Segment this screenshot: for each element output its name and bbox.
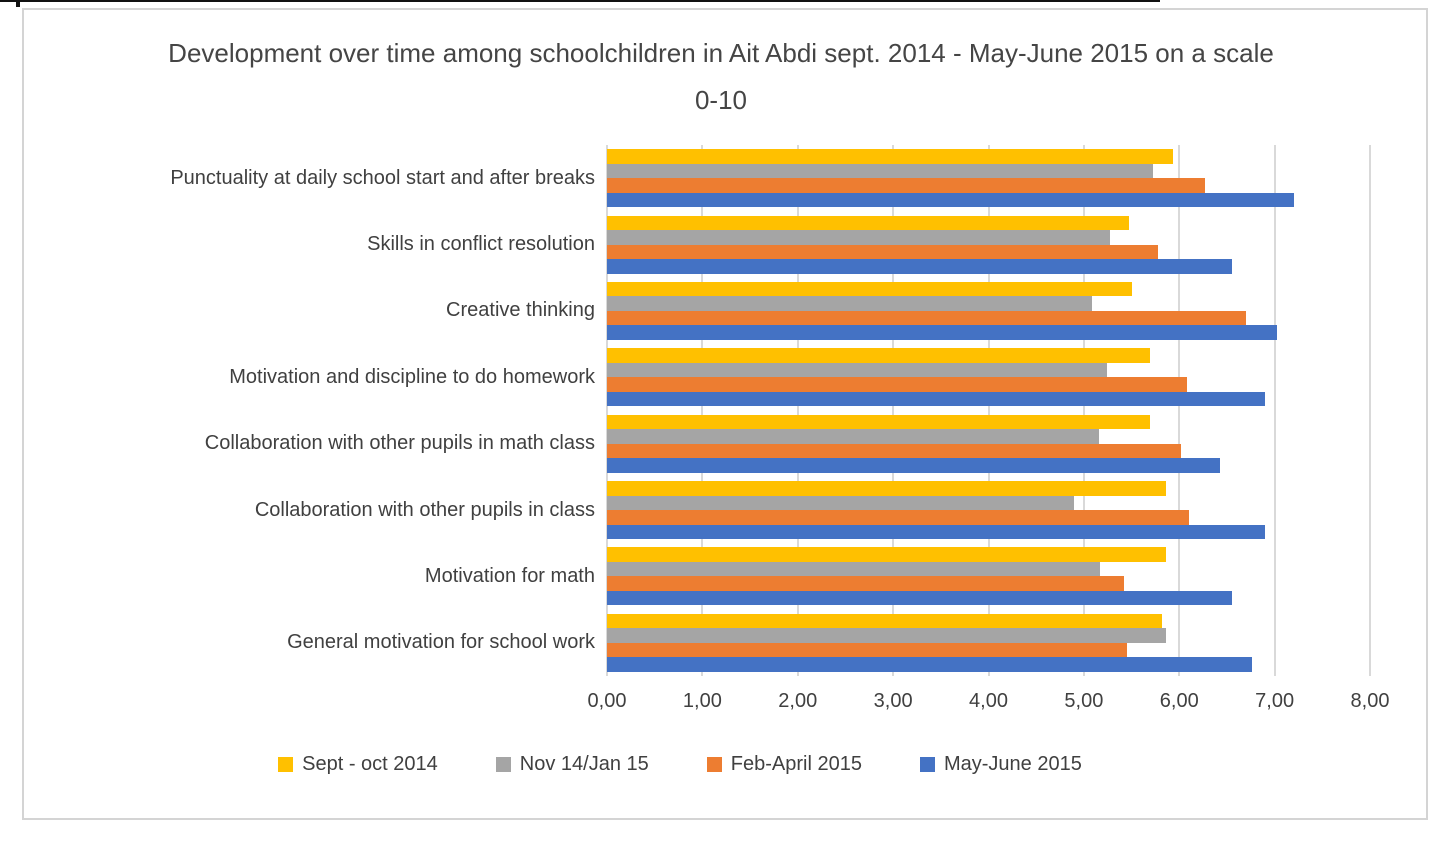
category-row (607, 344, 1370, 410)
x-tick-label: 6,00 (1159, 690, 1199, 712)
bar (607, 149, 1173, 164)
x-tick-label: 7,00 (1255, 690, 1295, 712)
category-row (607, 278, 1370, 344)
bar (607, 481, 1166, 496)
legend-swatch-icon (278, 757, 293, 772)
category-label: Skills in conflict resolution (367, 233, 595, 256)
category-label: Motivation and discipline to do homework (229, 365, 595, 388)
legend-item (707, 753, 862, 776)
legend-item (920, 753, 1082, 776)
legend-label: May-June 2015 (943, 753, 1082, 775)
category-label: Punctuality at daily school start and after breaks (170, 166, 595, 189)
bar (607, 245, 1158, 260)
x-tick-label: 3,00 (873, 690, 913, 712)
legend-item (496, 753, 649, 776)
bar (607, 230, 1110, 245)
bar (607, 415, 1150, 430)
x-tick-label: 8,00 (1350, 690, 1390, 712)
top-left-tick (16, 0, 20, 7)
legend-label: Feb-April 2015 (730, 753, 862, 775)
bar (607, 525, 1265, 540)
legend-label: Sept - oct 2014 (302, 753, 438, 775)
category-row (607, 145, 1370, 211)
bar (607, 282, 1132, 297)
legend-swatch-icon (496, 757, 511, 772)
bar (607, 458, 1220, 473)
bottom-shadow (130, 838, 490, 850)
bar (607, 311, 1246, 326)
category-row (607, 610, 1370, 676)
bar (607, 657, 1252, 672)
legend-label: Nov 14/Jan 15 (519, 753, 649, 775)
bar (607, 628, 1166, 643)
legend-swatch-icon (707, 757, 722, 772)
x-tick-label: 2,00 (778, 690, 818, 712)
bar (607, 363, 1107, 378)
x-axis-ticks (587, 690, 1390, 716)
bar (607, 392, 1265, 407)
category-row (607, 477, 1370, 543)
bar (607, 216, 1129, 231)
bar (607, 296, 1092, 311)
bar (607, 444, 1181, 459)
category-label: General motivation for school work (287, 631, 595, 654)
category-label: Collaboration with other pupils in math class (204, 432, 595, 455)
bar (607, 178, 1205, 193)
category-label: Collaboration with other pupils in class (254, 498, 595, 521)
bar (607, 547, 1166, 562)
chart-title: Development over time among schoolchildren in Ait Abdi sept. 2014 - May-June 2015 on a scale 0-10 (168, 38, 1274, 115)
bar (607, 614, 1162, 629)
legend-item (278, 753, 438, 776)
x-tick-label: 1,00 (682, 690, 722, 712)
x-tick-label: 0,00 (587, 690, 627, 712)
bar (607, 377, 1187, 392)
bar (607, 643, 1127, 658)
top-edge-line (0, 0, 1160, 2)
category-row (607, 543, 1370, 609)
bar (607, 562, 1100, 577)
legend-swatch-icon (920, 757, 935, 772)
bar (607, 496, 1074, 511)
category-row (607, 411, 1370, 477)
category-row (607, 211, 1370, 277)
bar (607, 591, 1232, 606)
legend (0, 753, 1383, 776)
category-label: Creative thinking (446, 299, 595, 322)
x-tick-label: 4,00 (969, 690, 1008, 712)
bar (607, 576, 1124, 591)
bar (607, 510, 1189, 525)
bar (607, 193, 1294, 208)
plot-area (607, 145, 1370, 676)
bar (607, 325, 1277, 340)
x-tick-label: 5,00 (1064, 690, 1104, 712)
bar (607, 259, 1232, 274)
category-axis (30, 145, 595, 676)
bar (607, 429, 1099, 444)
bar (607, 164, 1153, 179)
category-label: Motivation for math (424, 564, 595, 587)
bar (607, 348, 1150, 363)
